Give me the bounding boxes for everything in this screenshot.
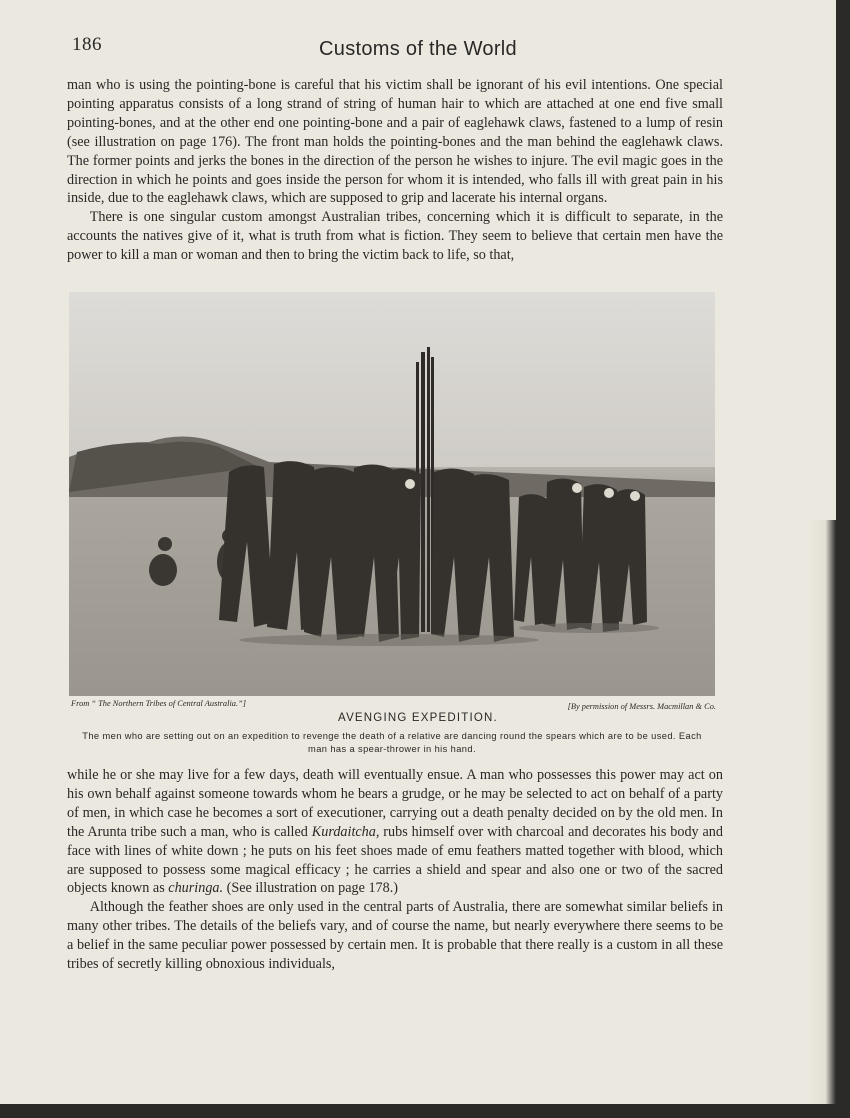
top-text-block bbox=[67, 76, 723, 265]
paragraph-kurdaitcha bbox=[67, 766, 723, 898]
photo-illustration bbox=[69, 292, 715, 696]
torn-page-edge bbox=[810, 520, 836, 1104]
photo-source-credit: From “ The Northern Tribes of Central Australia.”] bbox=[71, 699, 246, 708]
page-number: 186 bbox=[72, 34, 102, 55]
text-run: while he or she may live for a few days, death will eventually ensue. A man who possesses this power may act on his own behalf against someone towards whom he bears a grudge, or he may be selected to act on behalf of a party of men, in which case he becomes a sort of executioner, carrying out a death penalty decided on by the old men. In the Arunta tribe such a man, who is called bbox=[67, 767, 723, 840]
figure-caption-text: The men who are setting out on an expedition to revenge the death of a relative are dancing round the spears which are to be used. Each man has a spear-thrower in his hand. bbox=[82, 731, 702, 754]
figure-caption-title: AVENGING EXPEDITION. bbox=[338, 712, 498, 724]
avenging-expedition-photo bbox=[69, 292, 715, 696]
running-title: Customs of the World bbox=[319, 38, 517, 60]
paragraph-feather-shoes: Although the feather shoes are only used in the central parts of Australia, there are somewhat similar beliefs in many other tribes. The details of the beliefs vary, and of course the name, but nearly everywhere there seems to be a belief in the same peculiar power possessed by certain men. It is probable that there really is a custom in all these tribes of secretly killing obnoxious individuals, bbox=[67, 899, 723, 973]
paragraph-pointing-bone: man who is using the pointing-bone is careful that his victim shall be ignorant of his evil intentions. One special pointing apparatus consists of a long strand of string of human hair to which are attached at one end five small pointing-bones, and at the other end one pointing-bone and a pair of eaglehawk claws, fastened to a lump of resin (see illustration on page 176). The front man holds the pointing-bones and the man behind the eaglehawk claws. The former points and jerks the bones in the direction of the person he wishes to injure. The evil magic goes in the direction in which he points and goes inside the person for whom it is intended, who falls ill with great pain in his inside, due to the eaglehawk claws, which are supposed to grip and lacerate his internal organs. bbox=[67, 77, 723, 207]
paragraph-singular-custom: There is one singular custom amongst Australian tribes, concerning which it is difficult to separate, in the accounts the natives give of it, what is truth from what is fiction. They seem to believe that certain men have the power to kill a man or woman and then to bring the victim back to life, so that, bbox=[67, 209, 723, 264]
term-churinga: churinga. bbox=[168, 880, 224, 897]
text-run: rubs himself over with charcoal and decorates his body and face with lines of white down ; he puts on his feet shoes made of emu feathers matted together with blood, which are supposed to possess some magical efficacy ; he carries a shield and spear and also one or two of the sacred objects known as bbox=[67, 823, 723, 897]
bottom-text-block bbox=[67, 766, 723, 974]
text-run: (See illustration on page 178.) bbox=[223, 880, 399, 897]
term-kurdaitcha: Kurdaitcha, bbox=[311, 823, 380, 840]
photo-permission-credit: [By permission of Messrs. Macmillan & Co. bbox=[567, 702, 716, 711]
